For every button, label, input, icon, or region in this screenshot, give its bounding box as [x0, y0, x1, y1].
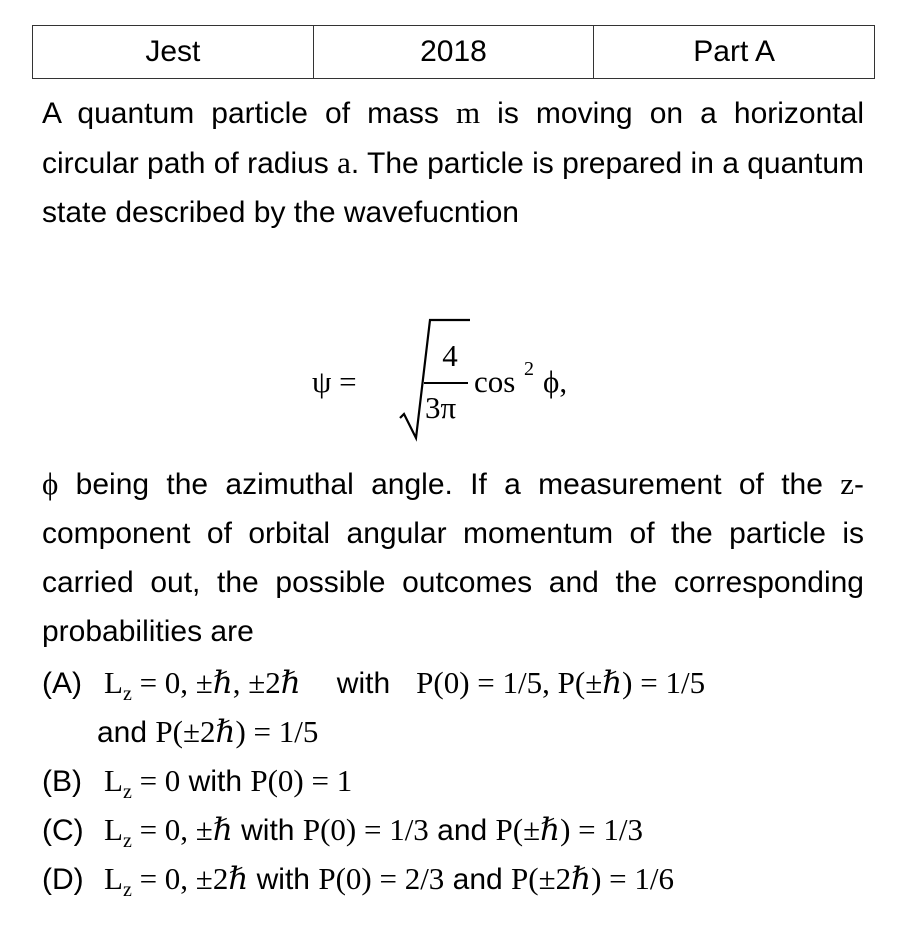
option-text: and	[97, 716, 148, 749]
option-math: P(±2ℏ) = 1/6	[511, 861, 675, 896]
option-math: = 0	[131, 763, 181, 798]
question-text: being the azimuthal angle. If a measurement of the	[75, 468, 823, 501]
option-math: = 0, ±ℏ	[131, 812, 233, 847]
option-math-sub: z	[122, 683, 132, 705]
option-math: L	[104, 861, 123, 896]
header-row	[33, 26, 875, 79]
option-math-sub: z	[122, 879, 132, 901]
option-math: P(0) = 1	[250, 763, 353, 798]
header-part: Part A	[594, 26, 875, 79]
option-math: P(0) = 1/3	[302, 812, 429, 847]
radius-symbol: a	[337, 145, 351, 180]
wavefunction-formula	[312, 318, 612, 444]
formula-numerator: 4	[442, 338, 458, 373]
option-text: with	[336, 667, 391, 700]
question-text: -component of orbital angular momentum of the particle is carried out, the possible outcomes and the corresponding probabilities are	[42, 468, 864, 648]
option-math: L	[104, 763, 123, 798]
question-text: is moving on a horizontal circular path of radius	[42, 97, 864, 180]
option-math: L	[104, 665, 123, 700]
option-math: P(±2ℏ) = 1/5	[155, 714, 319, 749]
option-math: P(±ℏ) = 1/3	[495, 812, 644, 847]
option-math: L	[104, 812, 123, 847]
option-c[interactable]	[42, 805, 872, 854]
option-letter: (C)	[42, 814, 84, 847]
option-d[interactable]	[42, 854, 872, 903]
formula-power: 2	[524, 358, 534, 380]
question-body	[42, 459, 864, 656]
formula-cos: cos	[474, 364, 516, 399]
question-text: . The particle is prepared in a quantum state described by the wavefucntion	[42, 147, 864, 229]
option-letter: (A)	[42, 667, 82, 700]
option-math: P(0) = 2/3	[318, 861, 445, 896]
option-b[interactable]	[42, 756, 872, 805]
option-text: with	[248, 863, 319, 896]
option-text: and	[428, 814, 496, 847]
phi-symbol: ϕ	[42, 466, 59, 501]
option-letter: (B)	[42, 765, 82, 798]
z-symbol: z	[840, 466, 854, 501]
option-a[interactable]	[42, 658, 872, 707]
option-text: and	[444, 863, 512, 896]
option-math: P(0) = 1/5, P(±ℏ) = 1/5	[416, 665, 706, 700]
option-math: = 0, ±2ℏ	[131, 861, 249, 896]
fraction-bar	[424, 382, 468, 384]
option-a-continued	[42, 707, 872, 756]
question-text: A quantum particle of mass	[42, 97, 439, 130]
option-math: = 0, ±ℏ, ±2ℏ	[131, 665, 301, 700]
mass-symbol: m	[455, 95, 481, 130]
formula-lhs: ψ =	[312, 364, 357, 399]
formula-denominator: 3π	[425, 390, 457, 425]
formula-arg: ϕ,	[543, 364, 568, 399]
answer-options	[42, 658, 872, 903]
option-math-sub: z	[122, 830, 132, 852]
option-text: with	[232, 814, 303, 847]
option-text: with	[180, 765, 251, 798]
question-intro	[42, 88, 864, 237]
header-exam-name: Jest	[33, 26, 314, 79]
option-letter: (D)	[42, 863, 84, 896]
header-table	[32, 25, 875, 79]
header-year: 2018	[313, 26, 594, 79]
option-math-sub: z	[122, 781, 132, 803]
